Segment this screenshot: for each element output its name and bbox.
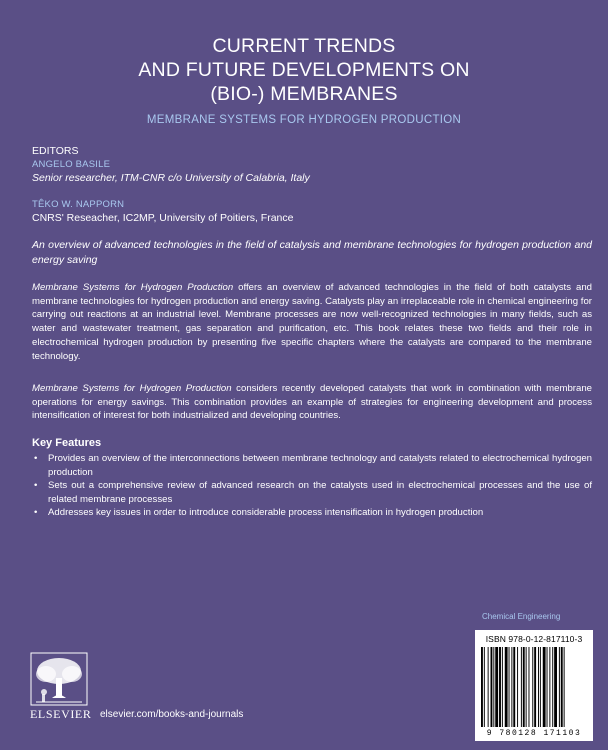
editor-2-affiliation: CNRS' Reseacher, IC2MP, University of Poitiers, France <box>32 212 294 224</box>
publisher-wordmark: ELSEVIER <box>30 707 92 721</box>
elsevier-tree-logo-icon <box>30 652 88 706</box>
title-line-1: CURRENT TRENDS <box>212 35 396 57</box>
body-paragraph-1 <box>32 281 592 363</box>
barcode-digits: 9 780128 171103 <box>486 729 582 738</box>
paragraph-1-book-title: Membrane Systems for Hydrogen Production <box>32 282 234 293</box>
paragraph-1-text: offers an overview of advanced technologies in the field of both catalysts and membrane technologies for hydrogen production and energy saving. Catalysts play an irreplaceable role in chemical engineering for carrying out reactions at an industrial level. Membrane processes are now well-recognized technologies in many fields, such as water and wastewater treatment, gas separation and purification, etc. This book relates these two fields and their role in electrochemical hydrogen production by presenting five specific chapters where the catalysts are compared to the membrane technology. <box>32 282 592 362</box>
book-subtitle: MEMBRANE SYSTEMS FOR HYDROGEN PRODUCTION <box>146 114 462 126</box>
list-item-text: Provides an overview of the interconnections between membrane technology and catalysts related to electrochemical hydrogen production <box>48 453 592 478</box>
list-item <box>32 479 592 506</box>
subject-category: Chemical Engineering <box>482 612 561 621</box>
editor-2-name: TÊKO W. NAPPORN <box>32 199 125 210</box>
lead-statement: An overview of advanced technologies in the field of catalysis and membrane technologies for hydrogen production and energy saving <box>32 239 592 266</box>
bullet-icon: • <box>34 507 38 518</box>
isbn-label: ISBN 978-0-12-817110-3 <box>485 634 583 644</box>
barcode-icon <box>479 647 589 729</box>
list-item <box>32 452 592 479</box>
paragraph-2-book-title: Membrane Systems for Hydrogen Production <box>32 383 232 394</box>
key-features-list <box>32 452 592 520</box>
bullet-icon: • <box>34 453 38 464</box>
title-line-3: (BIO-) MEMBRANES <box>210 83 398 105</box>
title-line-2: AND FUTURE DEVELOPMENTS ON <box>138 59 470 81</box>
bullet-icon: • <box>34 480 38 491</box>
publisher-url: elsevier.com/books-and-journals <box>100 709 244 720</box>
body-paragraph-2 <box>32 382 592 423</box>
paragraph-2-text: considers recently developed catalysts that work in combination with membrane operations for energy savings. This combination provides an example of strategies for engineering development and process intensification of interest for both industrialized and developing countries. <box>32 383 592 422</box>
list-item <box>32 506 592 520</box>
editors-label: EDITORS <box>32 145 79 157</box>
barcode-box <box>475 630 593 741</box>
editor-1-affiliation: Senior researcher, ITM-CNR c/o University of Calabria, Italy <box>32 172 310 184</box>
list-item-text: Addresses key issues in order to introduce considerable process intensification in hydrogen production <box>48 507 484 518</box>
list-item-text: Sets out a comprehensive review of advanced research on the catalysts used in electrochemical processes and the use of related membrane processes <box>48 480 592 505</box>
key-features-heading: Key Features <box>32 437 102 449</box>
editor-1-name: ANGELO BASILE <box>32 159 111 170</box>
book-title <box>0 34 608 106</box>
